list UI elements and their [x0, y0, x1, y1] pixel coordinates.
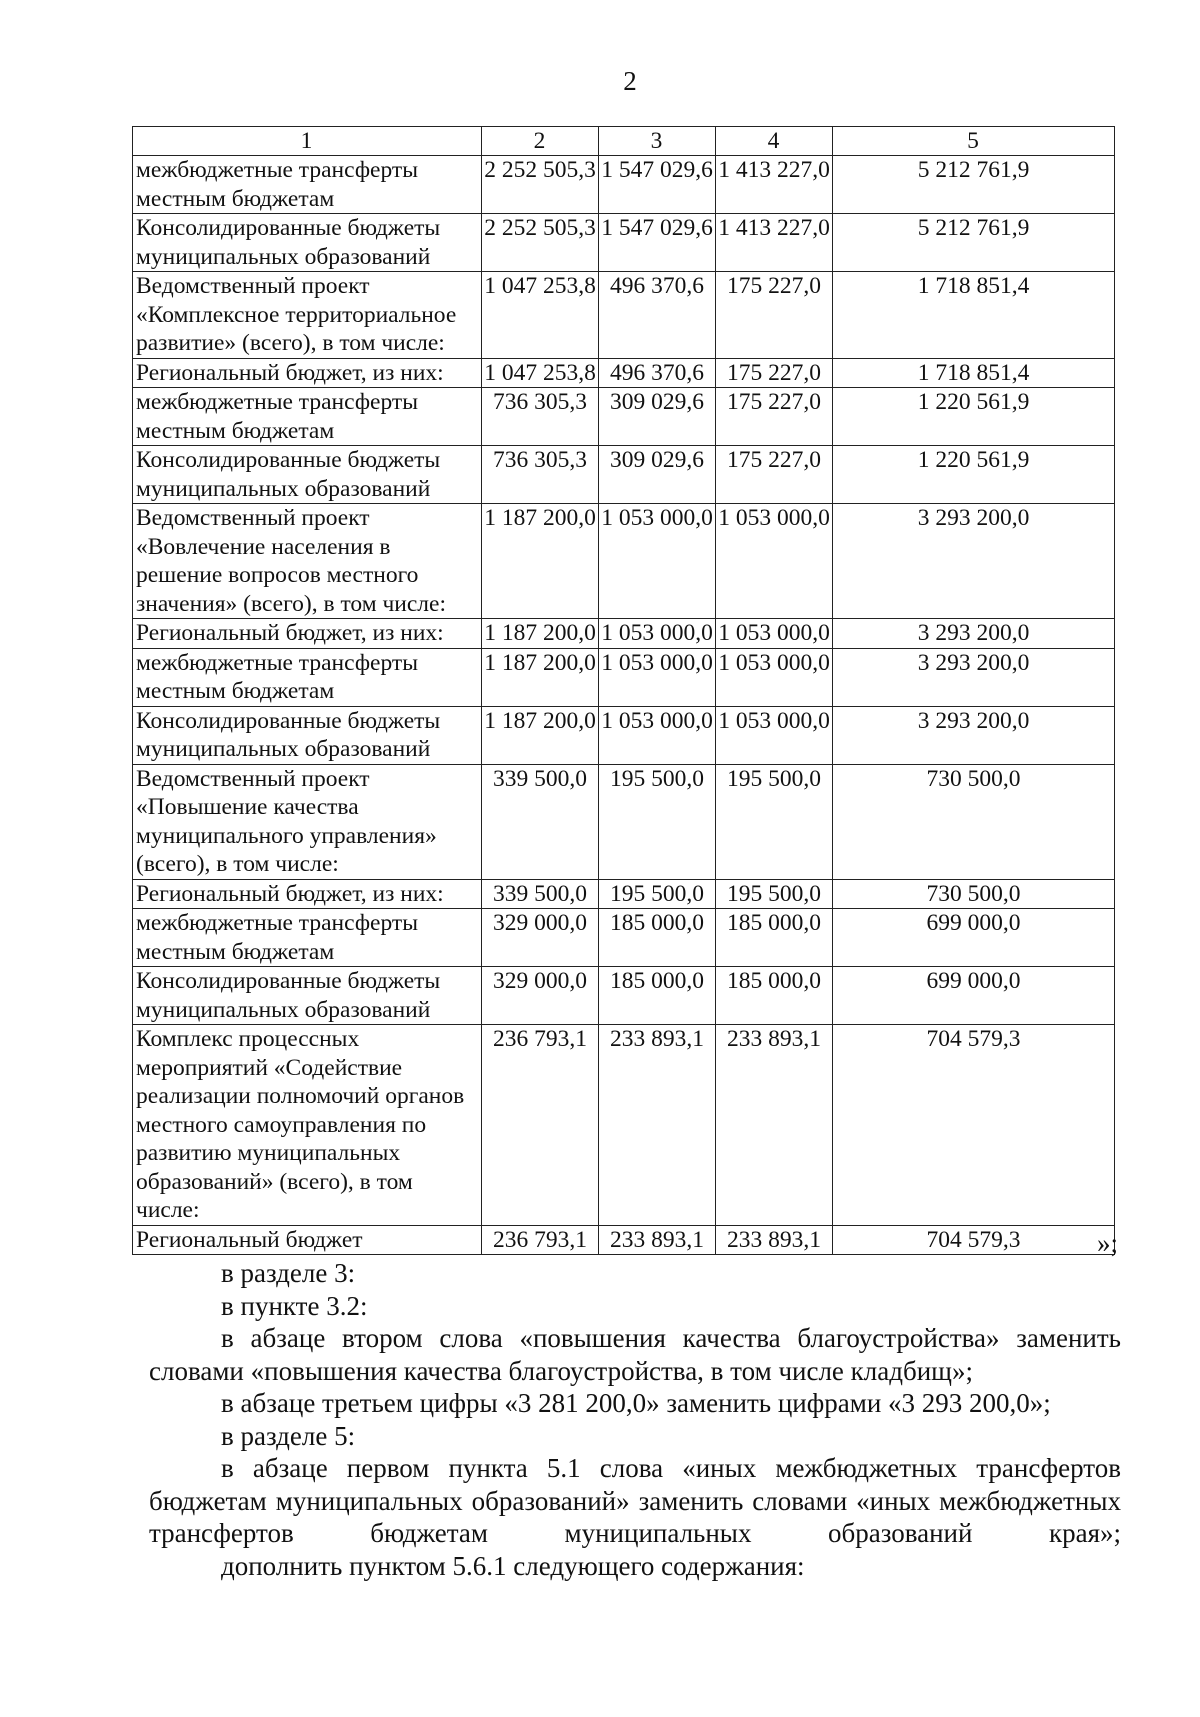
value-cell-col2: 1 187 200,0	[482, 706, 599, 764]
paragraph: дополнить пунктом 5.6.1 следующего содержания:	[221, 1550, 805, 1581]
value-cell-col2: 1 047 253,8	[482, 358, 599, 388]
row-label-cell: Консолидированные бюджеты муниципальных образований	[133, 706, 482, 764]
value-cell-col4: 175 227,0	[716, 388, 833, 446]
table-row	[133, 388, 1115, 446]
table-row	[133, 879, 1115, 909]
table-row	[133, 619, 1115, 649]
value-cell-col5: 3 293 200,0	[833, 706, 1115, 764]
value-cell-col4: 1 053 000,0	[716, 504, 833, 619]
paragraph: в пункте 3.2:	[221, 1290, 368, 1321]
value-cell-col4: 1 413 227,0	[716, 214, 833, 272]
value-cell-col4: 195 500,0	[716, 764, 833, 879]
value-cell-col2: 329 000,0	[482, 967, 599, 1025]
value-cell-col5: 1 220 561,9	[833, 388, 1115, 446]
value-cell-col3: 1 547 029,6	[599, 214, 716, 272]
value-cell-col2: 736 305,3	[482, 446, 599, 504]
row-label-cell: Региональный бюджет, из них:	[133, 879, 482, 909]
value-cell-col4: 185 000,0	[716, 967, 833, 1025]
amendment-text	[149, 1257, 1121, 1582]
value-cell-col5: 5 212 761,9	[833, 214, 1115, 272]
row-label-cell: Консолидированные бюджеты муниципальных образований	[133, 446, 482, 504]
value-cell-col3: 1 053 000,0	[599, 619, 716, 649]
table-row	[133, 1025, 1115, 1226]
row-label-cell: межбюджетные трансферты местным бюджетам	[133, 648, 482, 706]
table-body	[133, 156, 1115, 1255]
value-cell-col4: 1 053 000,0	[716, 648, 833, 706]
value-cell-col3: 185 000,0	[599, 909, 716, 967]
row-label-cell: Региональный бюджет, из них:	[133, 358, 482, 388]
value-cell-col3: 309 029,6	[599, 388, 716, 446]
table-header-row	[133, 127, 1115, 156]
table-row	[133, 214, 1115, 272]
value-cell-col3: 1 053 000,0	[599, 706, 716, 764]
value-cell-col2: 2 252 505,3	[482, 214, 599, 272]
paragraph: в абзаце втором слова «повышения качества благоустройства» заменить словами «повышения качества благоустройства, в том числе кладбищ»;	[149, 1323, 1121, 1386]
row-label-cell: межбюджетные трансферты местным бюджетам	[133, 156, 482, 214]
table-row	[133, 504, 1115, 619]
value-cell-col5: 5 212 761,9	[833, 156, 1115, 214]
row-label-cell: Ведомственный проект «Повышение качества муниципального управления» (всего), в том числе:	[133, 764, 482, 879]
value-cell-col2: 1 187 200,0	[482, 648, 599, 706]
value-cell-col2: 736 305,3	[482, 388, 599, 446]
paragraph: в абзаце третьем цифры «3 281 200,0» заменить цифрами «3 293 200,0»;	[221, 1388, 1051, 1418]
value-cell-col2: 339 500,0	[482, 879, 599, 909]
paragraph: в разделе 3:	[221, 1258, 356, 1288]
value-cell-col3: 1 547 029,6	[599, 156, 716, 214]
table-row	[133, 648, 1115, 706]
row-label-cell: Консолидированные бюджеты муниципальных образований	[133, 214, 482, 272]
value-cell-col5: 699 000,0	[833, 967, 1115, 1025]
row-label-cell: межбюджетные трансферты местным бюджетам	[133, 388, 482, 446]
value-cell-col3: 1 053 000,0	[599, 504, 716, 619]
value-cell-col2: 1 047 253,8	[482, 272, 599, 359]
value-cell-col5: 704 579,3	[833, 1025, 1115, 1226]
table-row	[133, 706, 1115, 764]
row-label-cell: Ведомственный проект «Комплексное территориальное развитие» (всего), в том числе:	[133, 272, 482, 359]
row-label-cell: межбюджетные трансферты местным бюджетам	[133, 909, 482, 967]
value-cell-col5: 3 293 200,0	[833, 619, 1115, 649]
value-cell-col5: 3 293 200,0	[833, 648, 1115, 706]
row-label-cell: Ведомственный проект «Вовлечение населения в решение вопросов местного значения» (всего), в том числе:	[133, 504, 482, 619]
table-row	[133, 446, 1115, 504]
value-cell-col2: 1 187 200,0	[482, 504, 599, 619]
value-cell-col5: 1 718 851,4	[833, 272, 1115, 359]
value-cell-col3: 1 053 000,0	[599, 648, 716, 706]
value-cell-col4: 1 413 227,0	[716, 156, 833, 214]
value-cell-col4: 1 053 000,0	[716, 706, 833, 764]
value-cell-col3: 185 000,0	[599, 967, 716, 1025]
row-label-cell: Консолидированные бюджеты муниципальных образований	[133, 967, 482, 1025]
table-row	[133, 967, 1115, 1025]
value-cell-col3: 195 500,0	[599, 879, 716, 909]
column-header-4: 4	[716, 127, 833, 156]
value-cell-col3: 496 370,6	[599, 358, 716, 388]
table-row	[133, 909, 1115, 967]
budget-table	[132, 126, 1115, 1255]
value-cell-col2: 236 793,1	[482, 1225, 599, 1255]
value-cell-col2: 1 187 200,0	[482, 619, 599, 649]
value-cell-col4: 175 227,0	[716, 446, 833, 504]
column-header-3: 3	[599, 127, 716, 156]
value-cell-col5: 730 500,0	[833, 764, 1115, 879]
value-cell-col4: 175 227,0	[716, 358, 833, 388]
table-row	[133, 1225, 1115, 1255]
value-cell-col5: 1 220 561,9	[833, 446, 1115, 504]
value-cell-col2: 236 793,1	[482, 1025, 599, 1226]
row-label-cell: Региональный бюджет	[133, 1225, 482, 1255]
paragraph: в абзаце первом пункта 5.1 слова «иных межбюджетных трансфертов бюджетам муниципальных образований» заменить словами «иных межбюджетных трансфертов бюджетам муниципальных образований края»;	[149, 1453, 1121, 1548]
value-cell-col3: 496 370,6	[599, 272, 716, 359]
value-cell-col5: 699 000,0	[833, 909, 1115, 967]
page-number: 2	[623, 66, 637, 96]
value-cell-col2: 339 500,0	[482, 764, 599, 879]
column-header-1: 1	[133, 127, 482, 156]
table-row	[133, 764, 1115, 879]
value-cell-col4: 233 893,1	[716, 1025, 833, 1226]
value-cell-col4: 1 053 000,0	[716, 619, 833, 649]
value-cell-col2: 329 000,0	[482, 909, 599, 967]
value-cell-col4: 195 500,0	[716, 879, 833, 909]
value-cell-col3: 233 893,1	[599, 1225, 716, 1255]
row-label-cell: Комплекс процессных мероприятий «Содействие реализации полномочий органов местного самоуправления по развитию муниципальных образований» (всего), в том числе:	[133, 1025, 482, 1226]
value-cell-col3: 233 893,1	[599, 1025, 716, 1226]
value-cell-col4: 175 227,0	[716, 272, 833, 359]
paragraph: в разделе 5:	[221, 1420, 356, 1451]
value-cell-col5: 704 579,3	[833, 1225, 1115, 1255]
value-cell-col3: 309 029,6	[599, 446, 716, 504]
value-cell-col4: 233 893,1	[716, 1225, 833, 1255]
value-cell-col3: 195 500,0	[599, 764, 716, 879]
column-header-5: 5	[833, 127, 1115, 156]
row-label-cell: Региональный бюджет, из них:	[133, 619, 482, 649]
table-row	[133, 358, 1115, 388]
value-cell-col5: 1 718 851,4	[833, 358, 1115, 388]
closing-quote: »;	[1096, 1228, 1118, 1258]
table-row	[133, 156, 1115, 214]
table-row	[133, 272, 1115, 359]
value-cell-col5: 730 500,0	[833, 879, 1115, 909]
value-cell-col5: 3 293 200,0	[833, 504, 1115, 619]
column-header-2: 2	[482, 127, 599, 156]
value-cell-col2: 2 252 505,3	[482, 156, 599, 214]
value-cell-col4: 185 000,0	[716, 909, 833, 967]
